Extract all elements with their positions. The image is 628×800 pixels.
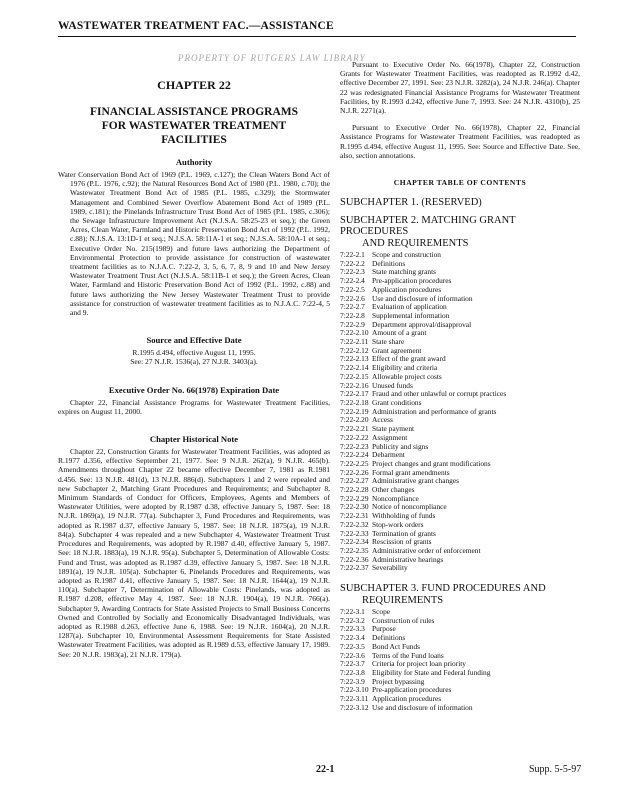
toc-section-number: 7:22-2.36	[340, 554, 369, 564]
toc-section-number: 7:22-2.12	[340, 345, 369, 355]
toc-section-title: Application procedures	[372, 284, 442, 294]
toc-section-title: Terms of the Fund loans	[372, 650, 444, 660]
readoption-note: Pursuant to Executive Order No. 66(1978), Chapter 22, Construction Grants for Wastewater Treatment Facilities, was readopted as R.1992 d.42, effective December 27, 1991. See: 23 N.J.R. 3282(a), 24 N.J.R. 246(a). Chapter 22 was redesignated Financial Assistance Programs for Wastewater Treatment Facilities, by R.1993 d.242, effective June 7, 1993. See: 24 N.J.R. 4310(b), 25 N.J.R. 2271(a).	[340, 60, 581, 116]
toc-section-number: 7:22-2.9	[340, 319, 365, 329]
toc-section-title: Formal grant amendments	[372, 467, 450, 477]
toc-section-title: Amount of a grant	[372, 328, 427, 338]
toc-section-title: Administration and performance of grants	[372, 406, 497, 416]
toc-section-title: Scope	[372, 607, 391, 617]
toc-section-number: 7:22-2.17	[340, 389, 369, 399]
toc-section-number: 7:22-3.1	[340, 607, 365, 617]
exec-order-text: Chapter 22, Financial Assistance Programs for Wastewater Treatment Facilities, expires on August 11, 2000.	[58, 397, 330, 416]
toc-section-number: 7:22-2.7	[340, 302, 365, 312]
toc-section-title: Purpose	[372, 624, 396, 634]
chapter-title	[58, 105, 330, 147]
toc-section-number: 7:22-2.5	[340, 284, 365, 294]
toc-section-title: Stop-work orders	[372, 519, 424, 529]
source-heading: Source and Effective Date	[146, 335, 242, 346]
toc-section-number: 7:22-3.11	[340, 694, 369, 704]
toc-section-title: Fraud and other unlawful or corrupt practices	[372, 389, 507, 399]
subchapter-2-heading	[340, 215, 580, 250]
toc-section-title: Unused funds	[372, 380, 413, 390]
toc-section-title: State matching grants	[372, 267, 437, 277]
toc-section-number: 7:22-2.2	[340, 258, 365, 268]
toc-section-number: 7:22-3.10	[340, 685, 369, 695]
toc-section-number: 7:22-3.12	[340, 702, 369, 712]
toc-section-number: 7:22-3.9	[340, 676, 365, 686]
chapter-title-line: FACILITIES	[161, 134, 227, 146]
subchapter-3-heading	[340, 583, 580, 606]
left-column	[58, 78, 330, 659]
running-header: WASTEWATER TREATMENT FAC.—ASSISTANCE	[58, 20, 334, 32]
toc-section-number: 7:22-2.11	[340, 337, 369, 347]
toc-section-number: 7:22-3.8	[340, 667, 365, 677]
chapter-title-line: FINANCIAL ASSISTANCE PROGRAMS	[89, 106, 299, 118]
toc-section-title: Pre-application procedures	[372, 276, 452, 286]
toc-section-number: 7:22-3.4	[340, 633, 365, 643]
toc-section-title: Supplemental information	[372, 310, 450, 320]
toc-section-title: Noncompliance	[372, 493, 419, 503]
toc-section-title: Access	[372, 415, 393, 425]
source-line: See: 27 N.J.R. 1536(a), 27 N.J.R. 3403(a).	[130, 357, 258, 367]
toc-section-title: Termination of grants	[372, 528, 436, 538]
exec-order-heading: Executive Order No. 66(1978) Expiration Date	[108, 384, 280, 395]
toc-section-number: 7:22-2.28	[340, 485, 369, 495]
toc-section-title: Construction of rules	[372, 615, 435, 625]
toc-section-title: Grant agreement	[372, 345, 422, 355]
toc-section-title: Rescission of grants	[372, 537, 432, 547]
toc-section-title: Grant conditions	[372, 397, 422, 407]
toc-section-title: State payment	[372, 424, 415, 434]
toc-section-title: Publicity and signs	[372, 441, 429, 451]
subchapter-heading-line: AND REQUIREMENTS	[362, 237, 469, 249]
toc-section-number: 7:22-2.10	[340, 328, 369, 338]
toc-section-number: 7:22-2.8	[340, 310, 365, 320]
subchapter-2-list	[340, 251, 580, 573]
toc-section-number: 7:22-2.20	[340, 415, 369, 425]
toc-section-number: 7:22-2.35	[340, 545, 369, 555]
toc-section-number: 7:22-2.26	[340, 467, 369, 477]
toc-section-title: Application procedures	[372, 694, 442, 704]
page-number: 22-1	[316, 764, 335, 775]
authority-heading: Authority	[175, 157, 213, 167]
toc-section-number: 7:22-3.6	[340, 650, 365, 660]
toc-section-title: Assignment	[372, 432, 408, 442]
toc-section-number: 7:22-2.32	[340, 519, 369, 529]
toc-section-number: 7:22-2.16	[340, 380, 369, 390]
toc-section-number: 7:22-2.1	[340, 250, 365, 260]
toc-section-title: Definitions	[372, 633, 406, 643]
toc-section-title: Notice of noncompliance	[372, 502, 447, 512]
chapter-title-line: FOR WASTEWATER TREATMENT	[101, 120, 287, 132]
toc-section-title: State share	[372, 337, 405, 347]
toc-section-number: 7:22-2.24	[340, 450, 369, 460]
toc-section-title: Department approval/disapproval	[372, 319, 472, 329]
history-text: Chapter 22, Construction Grants for Wastewater Treatment Facilities, was adopted as R.1977 d.356, effective September 21, 1977. See: 9 N.J.R. 262(a), 9 N.J.R. 465(b). Amendments throughout Chapter 22 became effective December 7, 1981 as R.1981 d.456. See: 13 N.J.R. 481(d), 13 N.J.R. 886(d). Subchapters 1 and 2 were repealed and new Subchapter 2, Matching Grant Procedures and Requirements; and Subchapter 8, Minimum Standards of Conduct for Officers, Employees, Agents and Members of Wastewater Utilities, were adopted by R.1987 d.38, effective January 5, 1987. See: 18 N.J.R. 1869(a), 19 N.J.R. 77(a). Subchapter 3, Fund Procedures and Requirements, was adopted as R.1987 d.37, effective January 5, 1987. See: 18 N.J.R. 1875(a), 19 N.J.R. 84(a). Subchapter 4 was repealed and a new Subchapter 4, Wastewater Treatment Trust Procedures and Requirements, was adopted by R.1987 d.40, effective January 5, 1987. See: 18 N.J.R. 1883(a), 19 N.J.R. 95(a). Subchapter 5, Determination of Allowable Costs: Fund and Trust, was adopted as R.1987 d.39, effective January 5, 1987. See: 18 N.J.R. 1891(a), 19 N.J.R. 105(a). Subchapter 6, Pinelands Procedures and Requirements, was adopted as R.1987 d.41, effective January 5, 1987. See: 18 N.J.R. 1644(a), 19 N.J.R. 110(a). Subchapter 7, Determination of Allowable Costs: Pinelands, was adopted as R.1987 d.208, effective May 4, 1987. See: 18 N.J.R. 1904(a), 19 N.J.R. 766(a). Subchapter 9, Awarding Contracts for State Assisted Projects to Small Business Concerns Owned and Controlled by Socially and Economically Disadvantaged Individuals, was adopted as R.1988 d.263, effective June 6, 1988. See: 19 N.J.R. 1604(a), 20 N.J.R. 1287(a). Subchapter 10, Environmental Assessment Requirements for State Assisted Wastewater Treatment Facilities, was adopted as R.1989 d.53, effective January 17, 1989. See: 20 N.J.R. 1983(a), 21 N.J.R. 179(a).	[58, 447, 330, 659]
toc-section-number: 7:22-2.15	[340, 371, 369, 381]
toc-section-title: Allowable project costs	[372, 371, 442, 381]
toc-section-title: Eligibility for State and Federal funding	[372, 667, 491, 677]
subchapter-heading-line: SUBCHAPTER 2. MATCHING GRANT PROCEDURES	[340, 214, 516, 238]
toc-section-number: 7:22-2.27	[340, 476, 369, 486]
toc-heading: CHAPTER TABLE OF CONTENTS	[393, 178, 527, 188]
toc-section-number: 7:22-2.19	[340, 406, 369, 416]
toc-section-title: Eligibility and criteria	[372, 363, 438, 373]
toc-section-number: 7:22-2.4	[340, 276, 365, 286]
library-stamp: PROPERTY OF RUTGERS LAW LIBRARY	[178, 53, 366, 63]
toc-section-title: Severability	[372, 563, 408, 573]
toc-section-number: 7:22-2.34	[340, 537, 369, 547]
toc-section-title: Debarment	[372, 450, 405, 460]
toc-entry[interactable]	[340, 704, 580, 713]
toc-section-title: Bond Act Funds	[372, 641, 421, 651]
toc-section-number: 7:22-2.23	[340, 441, 369, 451]
toc-section-number: 7:22-2.30	[340, 502, 369, 512]
toc-section-number: 7:22-2.21	[340, 424, 369, 434]
toc-section-number: 7:22-2.29	[340, 493, 369, 503]
toc-section-title: Effect of the grant award	[372, 354, 446, 364]
toc-section-number: 7:22-3.5	[340, 641, 365, 651]
toc-section-title: Withholding of funds	[372, 511, 436, 521]
supplement-date: Supp. 5-5-97	[529, 764, 582, 775]
toc-section-number: 7:22-2.25	[340, 458, 369, 468]
chapter-number: CHAPTER 22	[157, 78, 231, 92]
toc-section-number: 7:22-2.22	[340, 432, 369, 442]
toc-section-title: Administrative grant changes	[372, 476, 460, 486]
toc-section-title: Use and disclosure of information	[372, 702, 473, 712]
readoption-note: Pursuant to Executive Order No. 66(1978), Chapter 22, Financial Assistance Programs for Wastewater Treatment Facilities, was readopted as R.1995 d.494, effective August 11, 1995. See: Source and Effective Date. See, also, section annotations.	[340, 123, 580, 160]
toc-section-number: 7:22-2.37	[340, 563, 369, 573]
toc-section-title: Evaluation of application	[372, 302, 447, 312]
toc-section-number: 7:22-3.3	[340, 624, 365, 634]
toc-section-number: 7:22-2.14	[340, 363, 369, 373]
authority-text: Water Conservation Bond Act of 1969 (P.L. 1969, c.127); the Clean Waters Bond Act of 1976 (P.L. 1976, c.92); the Natural Resources Bond Act of 1980 (P.L. 1980, c.70); the Wastewater Treatment Bond Act of 1985 (P.L. 1985, c.329); the Stormwater Management and Combined Sewer Overflow Abatement Bond Act of 1989 (P.L. 1989, c.181); the Pinelands Infrastructure Trust Bond Act of 1985 (P.L. 1985, c.306); the Sewage Infrastructure Improvement Act (N.J.S.A. 58:25-23 et seq.); the Green Acres, Clean Water, Farmland and Historic Preservation Bond Act of 1992 (P.L. 1992, c.88); N.J.S.A. 13:1D-1 et seq.; N.J.S.A. 58:11A-1 et seq.; N.J.S.A. 58:10A-1 et seq.; Executive Order No. 215(1989) and future laws authorizing the Department of Environmental Protection to provide assistance for construction of wastewater treatment facilities as to N.J.A.C. 7:22-2, 3, 5, 6, 7, 8, 9 and 10 and New Jersey Wastewater Treatment Trust Act (N.J.S.A. 58:11B-1 et seq.); the Green Acres, Clean Water, Farmland and Historic Preservation Bond Act of 1992 (P.L. 1992, c.88) and future laws authorizing the New Jersey Wastewater Treatment Trust to provide assistance for construction of wastewater treatment facilities as to N.J.A.C. 7:22-4, 5 and 9.	[58, 170, 330, 318]
source-line: R.1995 d.494, effective August 11, 1995.	[132, 348, 256, 358]
right-column	[340, 60, 580, 712]
toc-section-title: Project bypassing	[372, 676, 425, 686]
toc-section-number: 7:22-2.6	[340, 293, 365, 303]
toc-section-number: 7:22-2.13	[340, 354, 369, 364]
subchapter-3-list	[340, 608, 580, 712]
toc-section-title: Administrative order of enforcement	[372, 545, 481, 555]
subchapter-heading-line: SUBCHAPTER 3. FUND PROCEDURES AND	[340, 583, 546, 595]
subchapter-1-heading: SUBCHAPTER 1. (RESERVED)	[340, 197, 482, 209]
toc-section-title: Other changes	[372, 485, 415, 495]
history-heading: Chapter Historical Note	[149, 434, 239, 445]
toc-section-title: Project changes and grant modifications	[372, 458, 491, 468]
header-rule	[58, 36, 576, 37]
toc-entry[interactable]	[340, 564, 580, 573]
toc-section-number: 7:22-2.3	[340, 267, 365, 277]
toc-section-title: Administrative hearings	[372, 554, 444, 564]
toc-section-title: Criteria for project loan priority	[372, 659, 466, 669]
toc-section-title: Definitions	[372, 258, 406, 268]
subchapter-heading-line: REQUIREMENTS	[362, 594, 444, 606]
toc-section-number: 7:22-3.7	[340, 659, 365, 669]
toc-section-number: 7:22-2.33	[340, 528, 369, 538]
toc-section-title: Pre-application procedures	[372, 685, 452, 695]
toc-section-number: 7:22-2.31	[340, 511, 369, 521]
toc-section-number: 7:22-2.18	[340, 397, 369, 407]
toc-section-number: 7:22-3.2	[340, 615, 365, 625]
toc-section-title: Use and disclosure of information	[372, 293, 473, 303]
toc-section-title: Scope and construction	[372, 250, 441, 260]
